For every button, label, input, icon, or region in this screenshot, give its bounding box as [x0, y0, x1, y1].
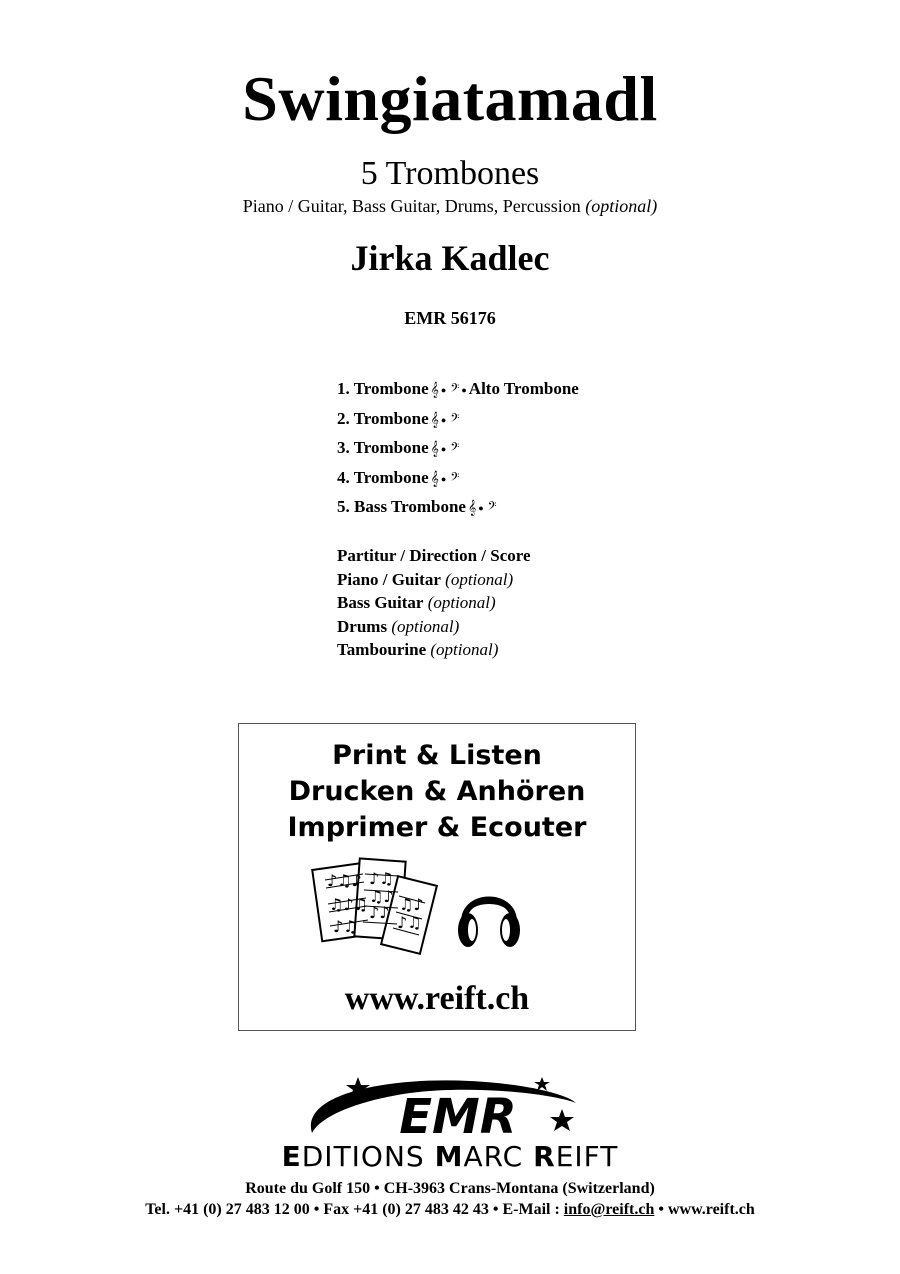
publisher-contact: Tel. +41 (0) 27 483 12 00 • Fax +41 (0) 27 483 42 43 • E-Mail : info@reift.ch • www.reift.ch: [145, 1201, 755, 1218]
print-listen-box: [238, 723, 636, 1031]
composer: Jirka Kadlec: [350, 238, 550, 278]
extra-item: Tambourine (optional): [337, 640, 499, 659]
bass-clef-icon: 𝄢: [450, 470, 460, 487]
svg-text:♫♪: ♫♪: [369, 887, 394, 906]
part-item: 1. Trombone 𝄞 ● 𝄢 ● Alto Trombone: [337, 379, 579, 398]
publisher-name: EDITIONS MARC REIFT: [281, 1140, 619, 1173]
part-item: 2. Trombone 𝄞 ● 𝄢: [337, 408, 460, 428]
star-icon: [550, 1109, 574, 1131]
svg-text:♪♫: ♪♫: [369, 869, 394, 888]
parts-list: [337, 378, 579, 526]
svg-text:♫♪: ♫♪: [399, 895, 424, 914]
extra-item: Partitur / Direction / Score: [337, 546, 531, 565]
svg-text:♪♫: ♪♫: [397, 913, 422, 932]
extra-item: Bass Guitar (optional): [337, 593, 496, 612]
email-link[interactable]: info@reift.ch: [563, 1201, 655, 1218]
page-title: Swingiatamadl: [242, 63, 658, 134]
svg-text:♪♫: ♪♫: [333, 917, 358, 936]
instrumentation-note: (optional): [585, 196, 658, 216]
catalog-number: EMR 56176: [404, 308, 496, 328]
treble-clef-icon: 𝄞: [467, 500, 477, 516]
bass-clef-icon: 𝄢: [450, 382, 460, 398]
publisher-address: Route du Golf 150 • CH-3963 Crans-Montana (Switzerland): [245, 1180, 655, 1197]
treble-clef-icon: 𝄞: [430, 441, 439, 457]
treble-clef-icon: 𝄞: [430, 382, 439, 398]
subtitle: 5 Trombones: [360, 155, 540, 192]
extras-list: [337, 544, 531, 662]
headphones-icon: [454, 874, 524, 954]
promo-website: www.reift.ch: [344, 980, 530, 1017]
bass-clef-icon: 𝄢: [487, 500, 497, 516]
part-item: 4. Trombone 𝄞 ● 𝄢: [337, 467, 460, 487]
logo-emr-text: EMR: [399, 1089, 517, 1143]
svg-text:♫♪♫: ♫♪♫: [329, 895, 368, 914]
sheet-music-icon: [309, 854, 439, 964]
treble-clef-icon: 𝄞: [430, 470, 439, 487]
extra-item: Piano / Guitar (optional): [337, 569, 514, 589]
svg-text:♪♫♪: ♪♫♪: [327, 871, 362, 890]
promo-line-english: Print & Listen: [332, 740, 542, 771]
emr-logo: [300, 1073, 600, 1143]
bass-clef-icon: 𝄢: [450, 441, 460, 457]
treble-clef-icon: 𝄞: [430, 411, 439, 428]
bass-clef-icon: 𝄢: [450, 411, 460, 428]
svg-text:♪♪: ♪♪: [369, 903, 390, 922]
instrumentation-text: Piano / Guitar, Bass Guitar, Drums, Percussion: [242, 196, 581, 216]
promo-line-french: Imprimer & Ecouter: [287, 812, 587, 843]
part-item: 3. Trombone 𝄞 ● 𝄢: [337, 438, 460, 457]
extra-item: Drums (optional): [337, 616, 460, 636]
part-item: 5. Bass Trombone 𝄞 ● 𝄢: [337, 497, 497, 516]
instrumentation: [0, 196, 900, 217]
promo-line-german: Drucken & Anhören: [288, 776, 586, 807]
